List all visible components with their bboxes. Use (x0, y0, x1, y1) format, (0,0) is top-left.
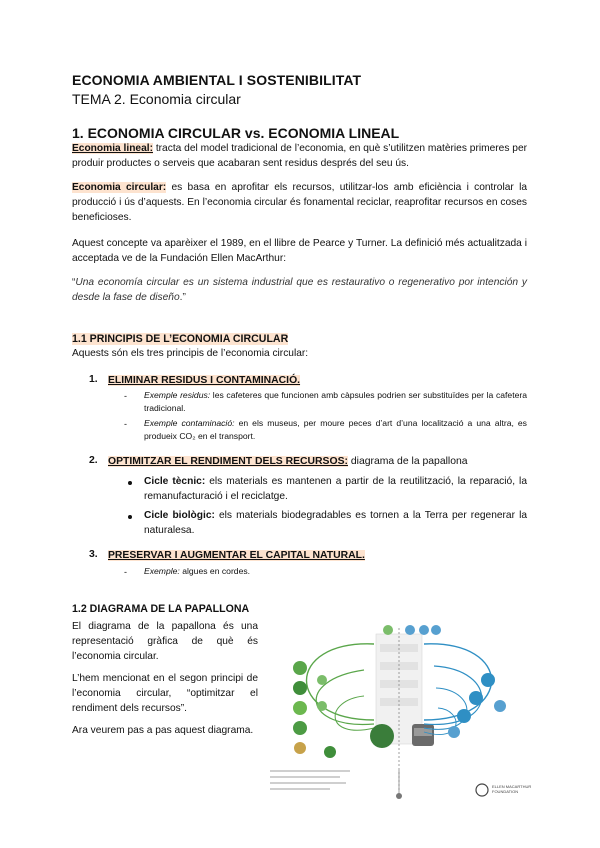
quote-open: “ (72, 277, 76, 288)
example2-text: en els museus, per moure peces d’art d’una localització a una altra, es produeix CO₂ en el transport. (144, 418, 527, 441)
principle3-example (144, 565, 527, 578)
principle1-title-text: ELIMINAR RESIDUS I CONTAMINACIÓ. (108, 375, 301, 386)
svg-text:FOUNDATION: FOUNDATION (492, 789, 519, 794)
example1-text: les cafeteres que funcionen amb càpsules podrien ser substituïdes per la cafetera tradicional. (144, 390, 527, 413)
principle1-number: 1. (89, 374, 98, 385)
principle2-technical-cycle (144, 474, 527, 504)
principle2-title-text: OPTIMITZAR EL RENDIMENT DELS RECURSOS: (108, 456, 348, 467)
biological-cycle-label: Cicle biològic: (144, 510, 215, 521)
svg-text:ELLEN MACARTHUR: ELLEN MACARTHUR (492, 784, 532, 789)
dash-bullet: - (124, 567, 127, 577)
example3-label: Exemple: (144, 566, 180, 576)
bullet-dot (128, 481, 132, 485)
section1-heading: 1. ECONOMIA CIRCULAR vs. ECONOMIA LINEAL (72, 125, 400, 141)
example1-label: Exemple residus: (144, 390, 211, 400)
technical-cycle-label: Cicle tècnic: (144, 476, 206, 487)
document-title: ECONOMIA AMBIENTAL I SOSTENIBILITAT (72, 72, 362, 88)
section11-intro: Aquests són els tres principis de l’economia circular: (72, 348, 309, 359)
principle1-example1 (144, 389, 527, 415)
paragraph-lineal (72, 141, 527, 171)
section12-paragraph1: El diagrama de la papallona és una representació gràfica de què és l’economia circular. (72, 621, 258, 662)
paragraph-concept (72, 236, 527, 266)
dash-bullet: - (124, 391, 127, 401)
principle1-example2 (144, 417, 527, 443)
section11-heading (72, 333, 288, 345)
section12-heading (72, 603, 249, 615)
section12-heading-text: 1.2 DIAGRAMA DE LA PAPALLONA (72, 603, 250, 615)
quote-close: .” (179, 292, 186, 303)
butterfly-diagram (264, 620, 534, 804)
bullet-dot (128, 515, 132, 519)
section11-heading-text: 1.1 PRINCIPIS DE L’ECONOMIA CIRCULAR (72, 333, 289, 345)
example3-text: algues en cordes. (179, 566, 251, 576)
principle1-title (108, 374, 300, 388)
principle3-number: 3. (89, 549, 98, 560)
text-concept: Aquest concepte va aparèixer el 1989, en el llibre de Pearce y Turner. La definició més actualitzada i acceptada ve de la Fundación Ellen MacArthur: (72, 238, 527, 264)
section12-paragraph3: Ara veurem pas a pas aquest diagrama. (72, 725, 254, 736)
text-circular: es basa en aprofitar els recursos, utilitzar-los amb eficiència i controlar la producció i ús d’aquests. En l’economia circular és fonamental reciclar, reaprofitar recursos en coses beneficioses. (72, 182, 527, 223)
section12-paragraph2: L’hem mencionat en el segon principi de l’economia circular, “optimitzar el rendiment dels recursos”. (72, 673, 258, 714)
principle2-title (108, 455, 468, 469)
principle3-title (108, 549, 365, 563)
text-lineal: tracta del model tradicional de l’economia, en què s’utilitzen matèries primeres per produir productes o serveis que acabaran sent residus després del seu ús. (72, 143, 527, 169)
quote-text: Una economía circular es un sistema industrial que es restaurativo o regenerativo por intención y desde la fase de diseño (72, 277, 527, 303)
tema-title: TEMA 2. Economia circular (72, 91, 241, 107)
biological-cycle-text: els materials biodegradables es tornen a la Terra per regenerar la naturalesa. (144, 510, 528, 536)
example2-label: Exemple contaminació: (144, 418, 235, 428)
principle2-biological-cycle (144, 508, 527, 538)
paragraph-circular (72, 180, 527, 225)
principle2-number: 2. (89, 455, 98, 466)
technical-cycle-text: els materials es mantenen a partir de la reutilització, la reparació, la remanufacturació i el reciclatge. (144, 476, 527, 502)
dash-bullet: - (124, 419, 127, 429)
quote-paragraph (72, 275, 527, 305)
term-circular: Economia circular: (72, 182, 167, 193)
term-lineal: Economia lineal: (72, 143, 153, 154)
principle2-rest: diagrama de la papallona (347, 456, 468, 467)
principle3-title-text: PRESERVAR I AUGMENTAR EL CAPITAL NATURAL. (108, 550, 365, 561)
